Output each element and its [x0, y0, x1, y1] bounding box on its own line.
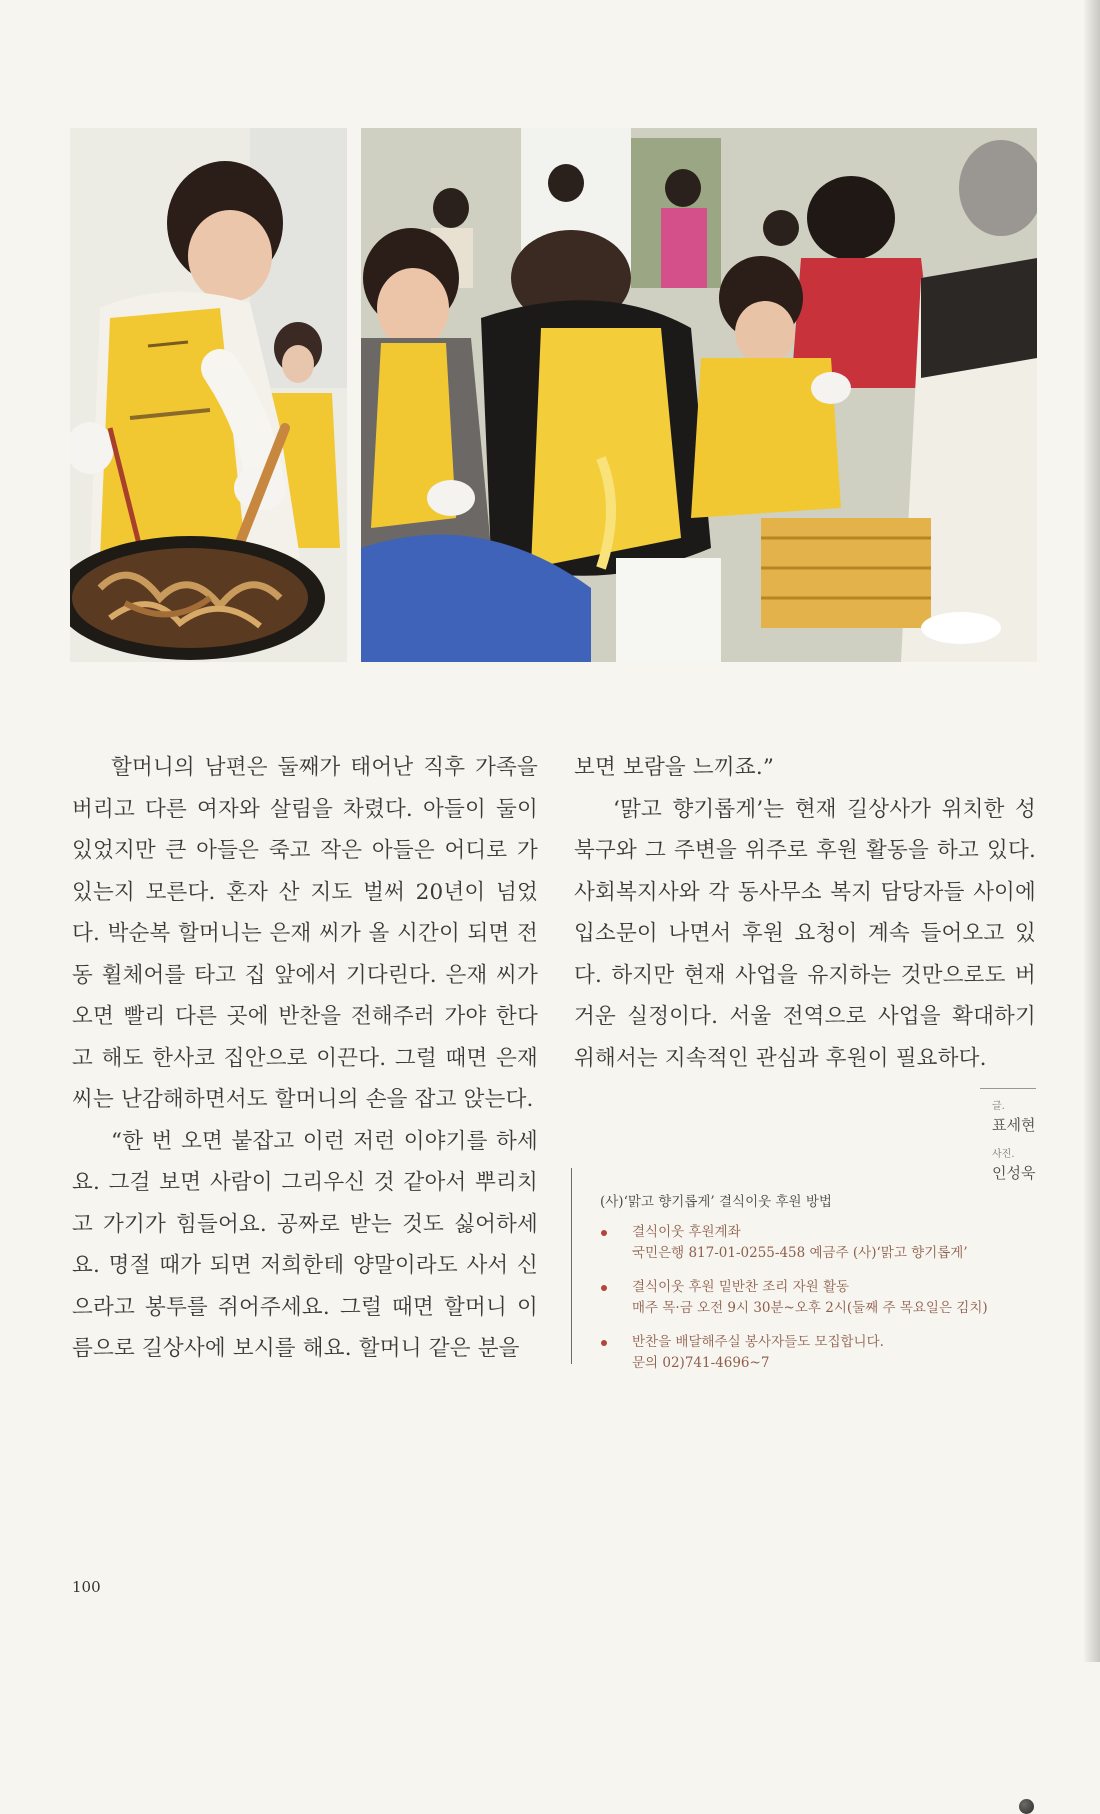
photographer-name: 인성욱: [992, 1164, 1036, 1182]
info-item-detail: 국민은행 817-01-0255-458 예금주 (사)‘맑고 향기롭게’: [632, 1245, 968, 1261]
writer-label: 글.: [992, 1101, 1005, 1112]
donation-info-box: [600, 1190, 1020, 1387]
bullet-icon: [601, 1340, 607, 1346]
paragraph: 보면 보람을 느끼죠.”: [574, 755, 775, 780]
binding-gutter-shadow: [1084, 0, 1100, 1662]
info-box-title: (사)‘맑고 향기롭게’ 결식이웃 후원 방법: [600, 1194, 832, 1210]
list-item: [600, 1277, 1020, 1319]
info-item-heading: 결식이웃 후원계좌: [632, 1224, 741, 1240]
info-item-detail: 문의 02)741-4696~7: [632, 1355, 770, 1371]
credit-divider: [980, 1088, 1036, 1089]
photographer-label: 사진.: [992, 1149, 1015, 1160]
photo-volunteers-illustration: [361, 128, 1037, 662]
list-item: [600, 1222, 1020, 1264]
paragraph: 할머니의 남편은 둘째가 태어난 직후 가족을 버리고 다른 여자와 살림을 차렸다. 아들이 둘이 있었지만 큰 아들은 죽고 작은 아들은 어디로 가 있는지 모른다. 혼자 산 지도 벌써 20년이 넘었다. 박순복 할머니는 은재 씨가 올 시간이 되면 전동 휠체어를 타고 집 앞에서 기다린다. 은재 씨가 오면 빨리 다른 곳에 반찬을 전해주러 가야 한다고 해도 한사코 집안으로 이끈다. 그럴 때면 은재 씨는 난감해하면서도 할머니의 손을 잡고 앉는다.: [72, 755, 538, 1112]
photo-cooking-woman: [70, 128, 347, 662]
list-item: [600, 1332, 1020, 1374]
info-item-detail: 매주 목·금 오전 9시 30분~오후 2시(둘째 주 목요일은 김치): [632, 1300, 988, 1316]
writer-credit: [992, 1100, 1035, 1135]
info-item-heading: 반찬을 배달해주실 봉사자들도 모집합니다.: [632, 1334, 884, 1350]
info-list: [600, 1222, 1020, 1374]
paragraph: ‘맑고 향기롭게’는 현재 길상사가 위치한 성북구와 그 주변을 위주로 후원 활동을 하고 있다. 사회복지사와 각 동사무소 복지 담당자들 사이에 입소문이 나면서 후원 요청이 계속 들어오고 있다. 하지만 현재 사업을 유지하는 것만으로도 버거운 실정이다. 서울 전역으로 사업을 확대하기 위해서는 지속적인 관심과 후원이 필요하다.: [574, 796, 1036, 1071]
photographer-credit: [992, 1148, 1035, 1183]
writer-name: 표세현: [992, 1116, 1036, 1134]
body-text-right-column: [574, 747, 1036, 1079]
bullet-icon: [601, 1285, 607, 1291]
paragraph: “한 번 오면 붙잡고 이런 저런 이야기를 하세요. 그걸 보면 사람이 그리우신 것 같아서 뿌리치고 가기가 힘들어요. 공짜로 받는 것도 싫어하세요. 명절 때가 되면 저희한테 양말이라도 사서 신으라고 봉투를 쥐어주세요. 그럴 때면 할머니 이름으로 길상사에 보시를 해요. 할머니 같은 분을: [72, 1128, 538, 1361]
photo-cooking-woman-illustration: [70, 128, 347, 662]
page-number: 100: [72, 1578, 101, 1596]
end-mark-icon: [1019, 1799, 1034, 1814]
body-text-left-column: [72, 747, 538, 1370]
bullet-icon: [601, 1230, 607, 1236]
info-item-heading: 결식이웃 후원 밑반찬 조리 자원 활동: [632, 1279, 850, 1295]
info-box-rule: [571, 1168, 572, 1364]
photo-volunteers-working: [361, 128, 1037, 662]
